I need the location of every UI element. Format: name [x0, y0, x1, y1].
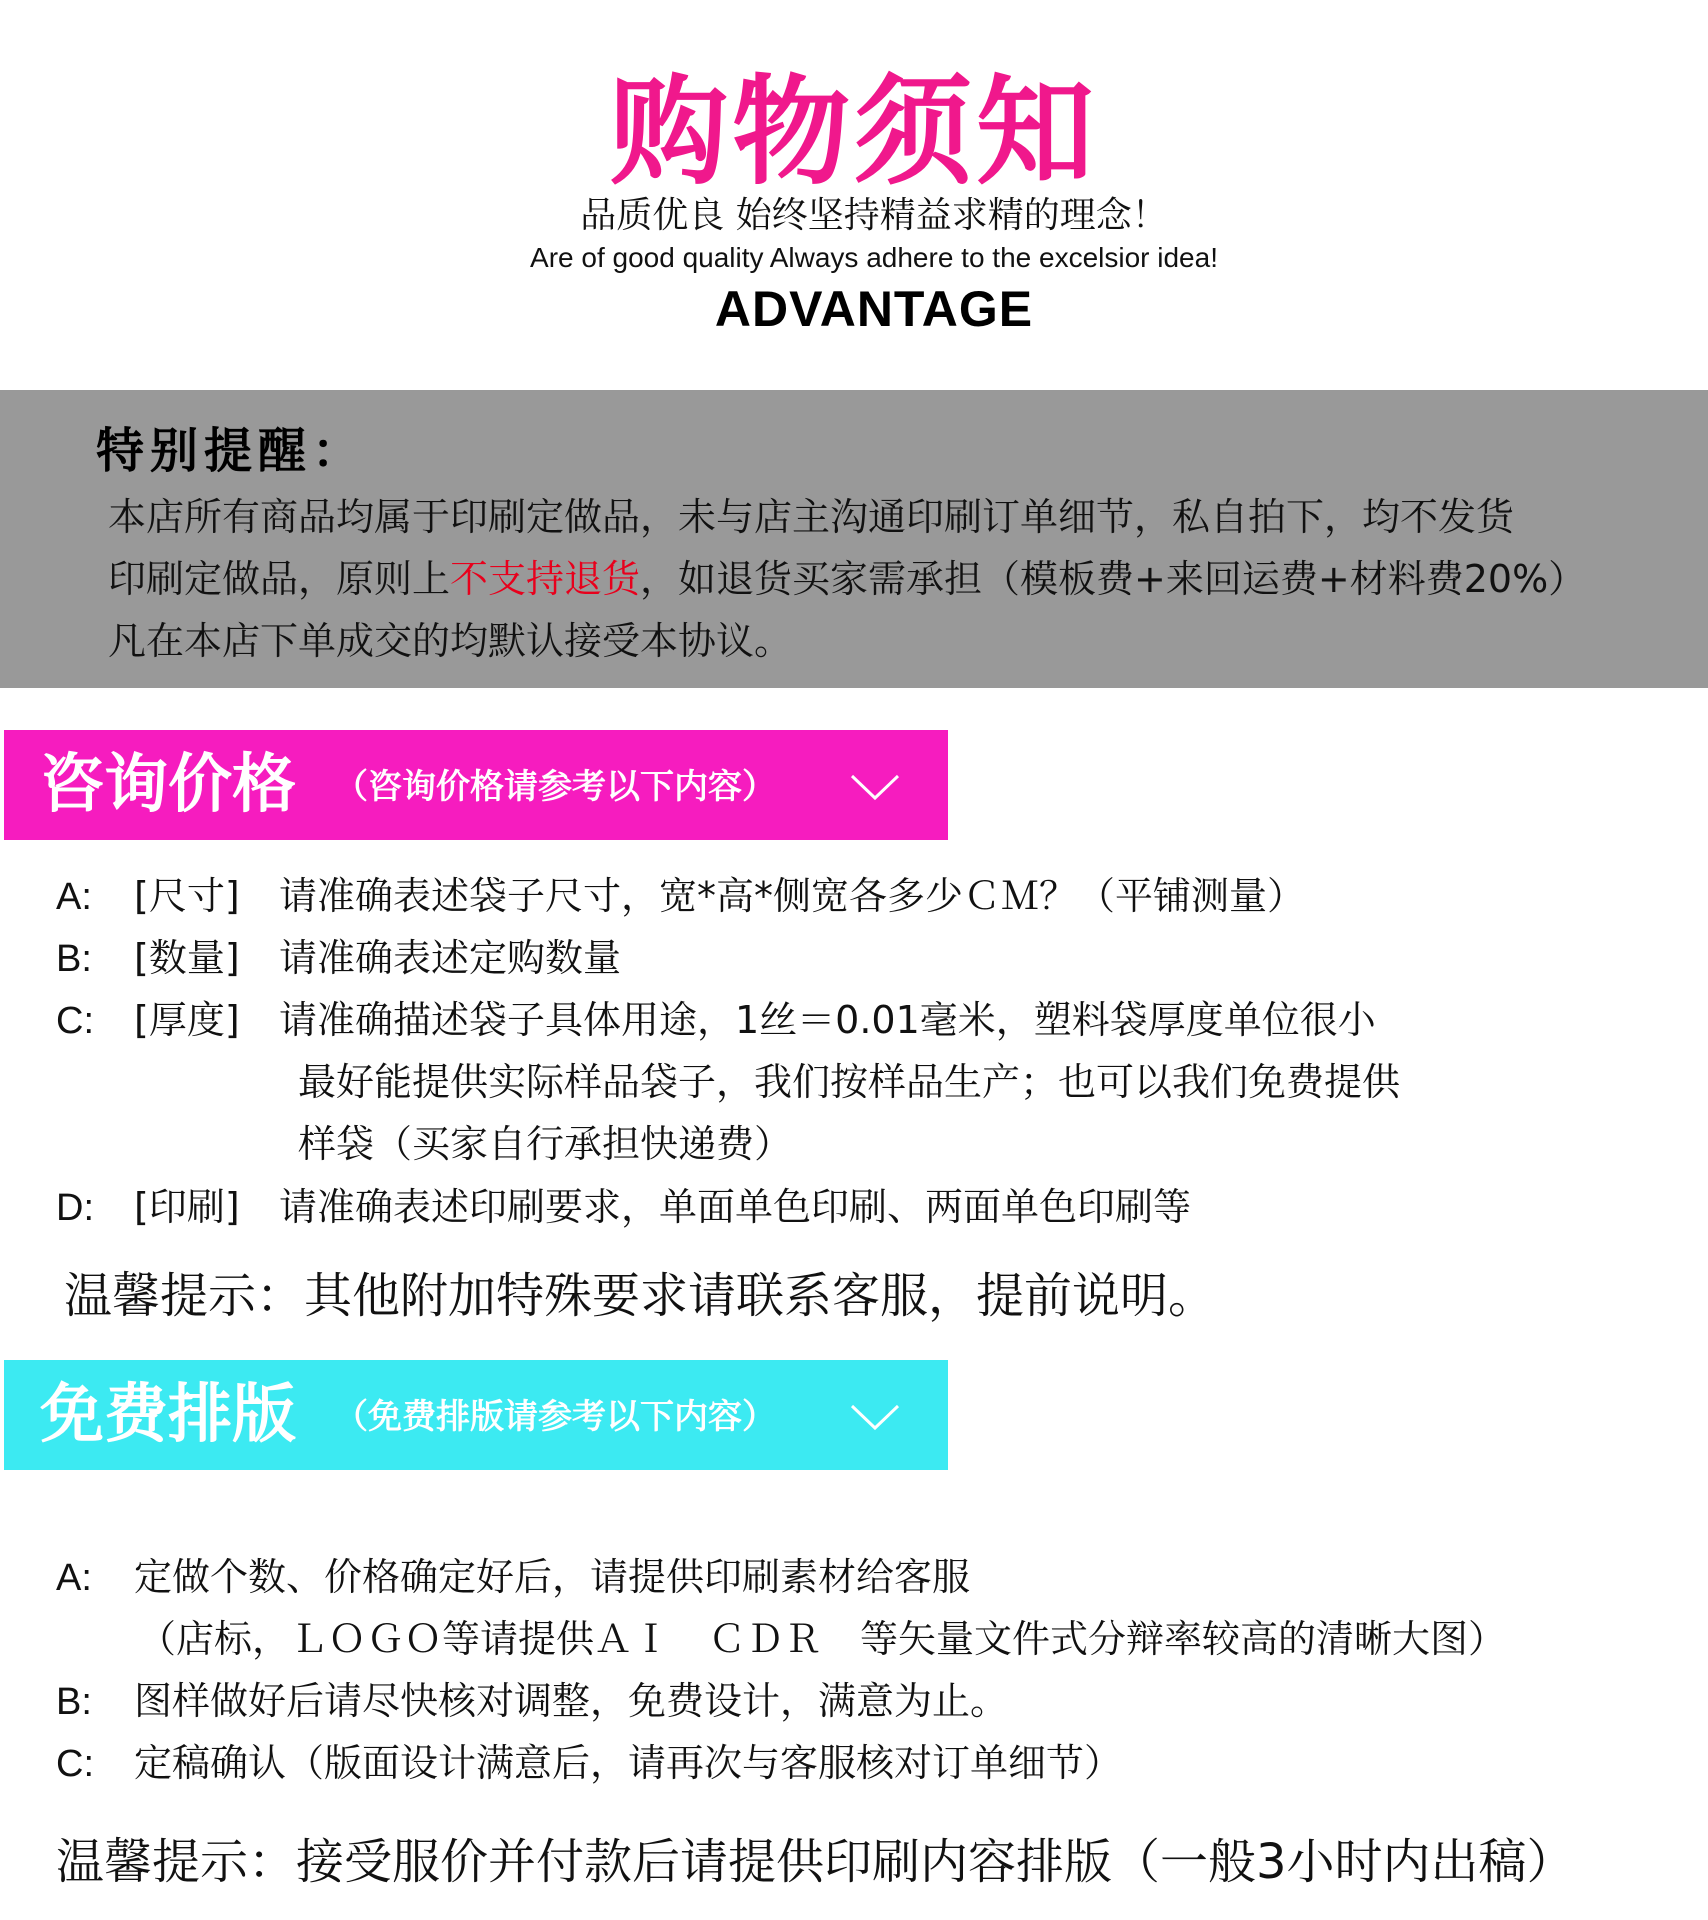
price-item-thickness: [56, 995, 1376, 1046]
item-letter: C:: [56, 1743, 94, 1785]
item-tag: [厚度]: [134, 998, 240, 1042]
free-layout-title: 免费排版: [40, 1378, 296, 1452]
reminder-line-2-start: 印刷定做品，原则上: [108, 557, 451, 601]
price-item-size: [56, 871, 1305, 922]
special-reminder-panel: [0, 390, 1708, 688]
item-text: 请准确描述袋子具体用途，1丝＝0.01毫米，塑料袋厚度单位很小: [279, 998, 1376, 1042]
item-text: 请准确表述袋子尺寸，宽*高*侧宽各多少ＣＭ？（平铺测量）: [279, 874, 1306, 918]
design-warm-tip: 温馨提示：接受服价并付款后请提供印刷内容排版（一般3小时内出稿）: [56, 1834, 1575, 1890]
item-text: 请准确表述定购数量: [279, 936, 622, 980]
special-reminder-title: 特别提醒：: [96, 423, 367, 479]
reminder-line-1: 本店所有商品均属于印刷定做品，未与店主沟通印刷订单细节，私自拍下，均不发货: [108, 495, 1515, 539]
item-letter: B:: [56, 1681, 92, 1723]
price-inquiry-subtitle: （咨询价格请参考以下内容）: [334, 767, 776, 807]
design-item-confirm: [56, 1738, 1122, 1789]
advantage-heading: ADVANTAGE: [714, 281, 1034, 337]
item-text: 请准确表述印刷要求，单面单色印刷、两面单色印刷等: [279, 1185, 1192, 1229]
subtitle-chinese: 品质优良 始终坚持精益求精的理念！: [580, 195, 1168, 236]
item-letter: A:: [56, 1557, 92, 1599]
chevron-down-icon: [850, 1402, 900, 1432]
item-letter: A:: [56, 876, 92, 918]
free-layout-subtitle: （免费排版请参考以下内容）: [334, 1397, 776, 1437]
price-inquiry-title: 咨询价格: [40, 748, 296, 822]
reminder-line-3: 凡在本店下单成交的均默认接受本协议。: [108, 619, 793, 663]
reminder-line-2: [108, 554, 1586, 604]
design-item-materials-cont: （店标，ＬＯＧＯ等请提供ＡＩ ＣＤＲ 等矢量文件式分辩率较高的清晰大图）: [138, 1617, 1507, 1661]
subtitle-english: Are of good quality Always adhere to the excelsior idea!: [530, 242, 1218, 273]
chevron-down-icon: [850, 772, 900, 802]
price-item-printing: [56, 1182, 1191, 1233]
design-item-review: [56, 1676, 1008, 1727]
item-tag: [尺寸]: [134, 874, 240, 918]
price-item-quantity: [56, 933, 621, 984]
item-letter: D:: [56, 1187, 94, 1229]
no-return-highlight: 不支持退货: [450, 557, 641, 601]
item-text: 图样做好后请尽快核对调整，免费设计，满意为止。: [134, 1679, 1009, 1723]
item-tag: [数量]: [134, 936, 240, 980]
item-text: 定做个数、价格确定好后，请提供印刷素材给客服: [134, 1555, 971, 1599]
price-item-thickness-cont-1: 最好能提供实际样品袋子，我们按样品生产；也可以我们免费提供: [298, 1060, 1401, 1104]
design-item-materials: [56, 1552, 970, 1603]
price-warm-tip: 温馨提示：其他附加特殊要求请联系客服，提前说明。: [64, 1268, 1217, 1324]
item-letter: B:: [56, 938, 92, 980]
item-letter: C:: [56, 1000, 94, 1042]
item-tag: [印刷]: [134, 1185, 240, 1229]
page-title: 购物须知: [609, 63, 1098, 201]
item-text: 定稿确认（版面设计满意后，请再次与客服核对订单细节）: [134, 1741, 1123, 1785]
free-layout-banner: [4, 1360, 948, 1470]
price-inquiry-banner: [4, 730, 948, 840]
reminder-line-2-end: ，如退货买家需承担（模板费+来回运费+材料费20%）: [640, 557, 1587, 601]
price-item-thickness-cont-2: 样袋（买家自行承担快递费）: [298, 1122, 793, 1166]
